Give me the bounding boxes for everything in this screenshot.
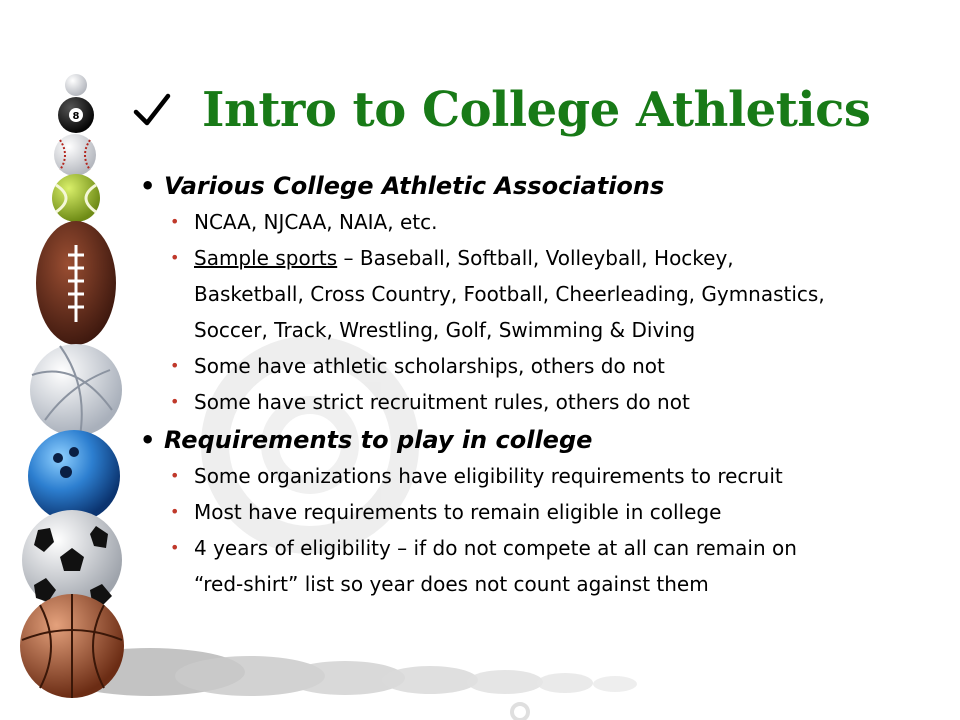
bullet-icon: • bbox=[170, 538, 180, 557]
svg-text:8: 8 bbox=[72, 111, 80, 122]
floor-shadow bbox=[55, 648, 637, 696]
list-item bbox=[140, 204, 940, 240]
section-heading-requirements bbox=[140, 424, 940, 456]
list-item-text: NCAA, NJCAA, NAIA, etc. bbox=[194, 210, 438, 234]
volleyball-icon bbox=[30, 344, 122, 436]
list-item-text: Most have requirements to remain eligible in college bbox=[194, 500, 722, 524]
bullet-icon: • bbox=[140, 172, 156, 200]
bowling-ball-icon bbox=[28, 430, 120, 522]
list-item-text: Some have strict recruitment rules, others do not bbox=[194, 390, 690, 414]
list-item-sample-sports bbox=[140, 240, 940, 348]
eight-ball-icon bbox=[58, 97, 94, 133]
list-item-text: – Baseball, Softball, Volleyball, Hockey, bbox=[337, 246, 734, 270]
section-heading-associations bbox=[140, 170, 940, 202]
title-text: Intro to College Athletics bbox=[202, 82, 871, 138]
basketball-icon bbox=[20, 594, 124, 698]
list-item bbox=[140, 384, 940, 420]
tennis-ball-icon bbox=[52, 174, 100, 222]
bullet-icon: • bbox=[170, 212, 180, 231]
slide-title bbox=[130, 70, 930, 150]
bullet-icon: • bbox=[170, 356, 180, 375]
list-item-line: “red-shirt” list so year does not count against them bbox=[194, 572, 709, 596]
bullet-icon: • bbox=[140, 426, 156, 454]
ping-pong-ball-icon bbox=[65, 74, 87, 96]
list-item-line: 4 years of eligibility – if do not compete at all can remain on bbox=[194, 536, 797, 560]
list-item-line: Soccer, Track, Wrestling, Golf, Swimming & Diving bbox=[194, 318, 696, 342]
baseball-icon bbox=[54, 134, 96, 176]
list-item bbox=[140, 494, 940, 530]
list-item bbox=[140, 348, 940, 384]
list-item bbox=[140, 458, 940, 494]
checkmark-icon bbox=[130, 88, 174, 132]
list-item-text: Some have athletic scholarships, others do not bbox=[194, 354, 665, 378]
bullet-icon: • bbox=[170, 466, 180, 485]
heading-text: Requirements to play in college bbox=[164, 426, 593, 454]
sample-sports-label: Sample sports bbox=[194, 246, 338, 270]
list-item-line: Basketball, Cross Country, Football, Cheerleading, Gymnastics, bbox=[194, 282, 825, 306]
bullet-icon: • bbox=[170, 392, 180, 411]
bullet-icon: • bbox=[170, 502, 180, 521]
list-item-line bbox=[194, 240, 940, 276]
list-item-text: Some organizations have eligibility requirements to recruit bbox=[194, 464, 783, 488]
heading-text: Various College Athletic Associations bbox=[164, 172, 665, 200]
list-item-eligibility bbox=[140, 530, 940, 602]
slide-content bbox=[140, 170, 940, 602]
football-icon bbox=[36, 221, 116, 345]
bullet-icon: • bbox=[170, 248, 180, 267]
